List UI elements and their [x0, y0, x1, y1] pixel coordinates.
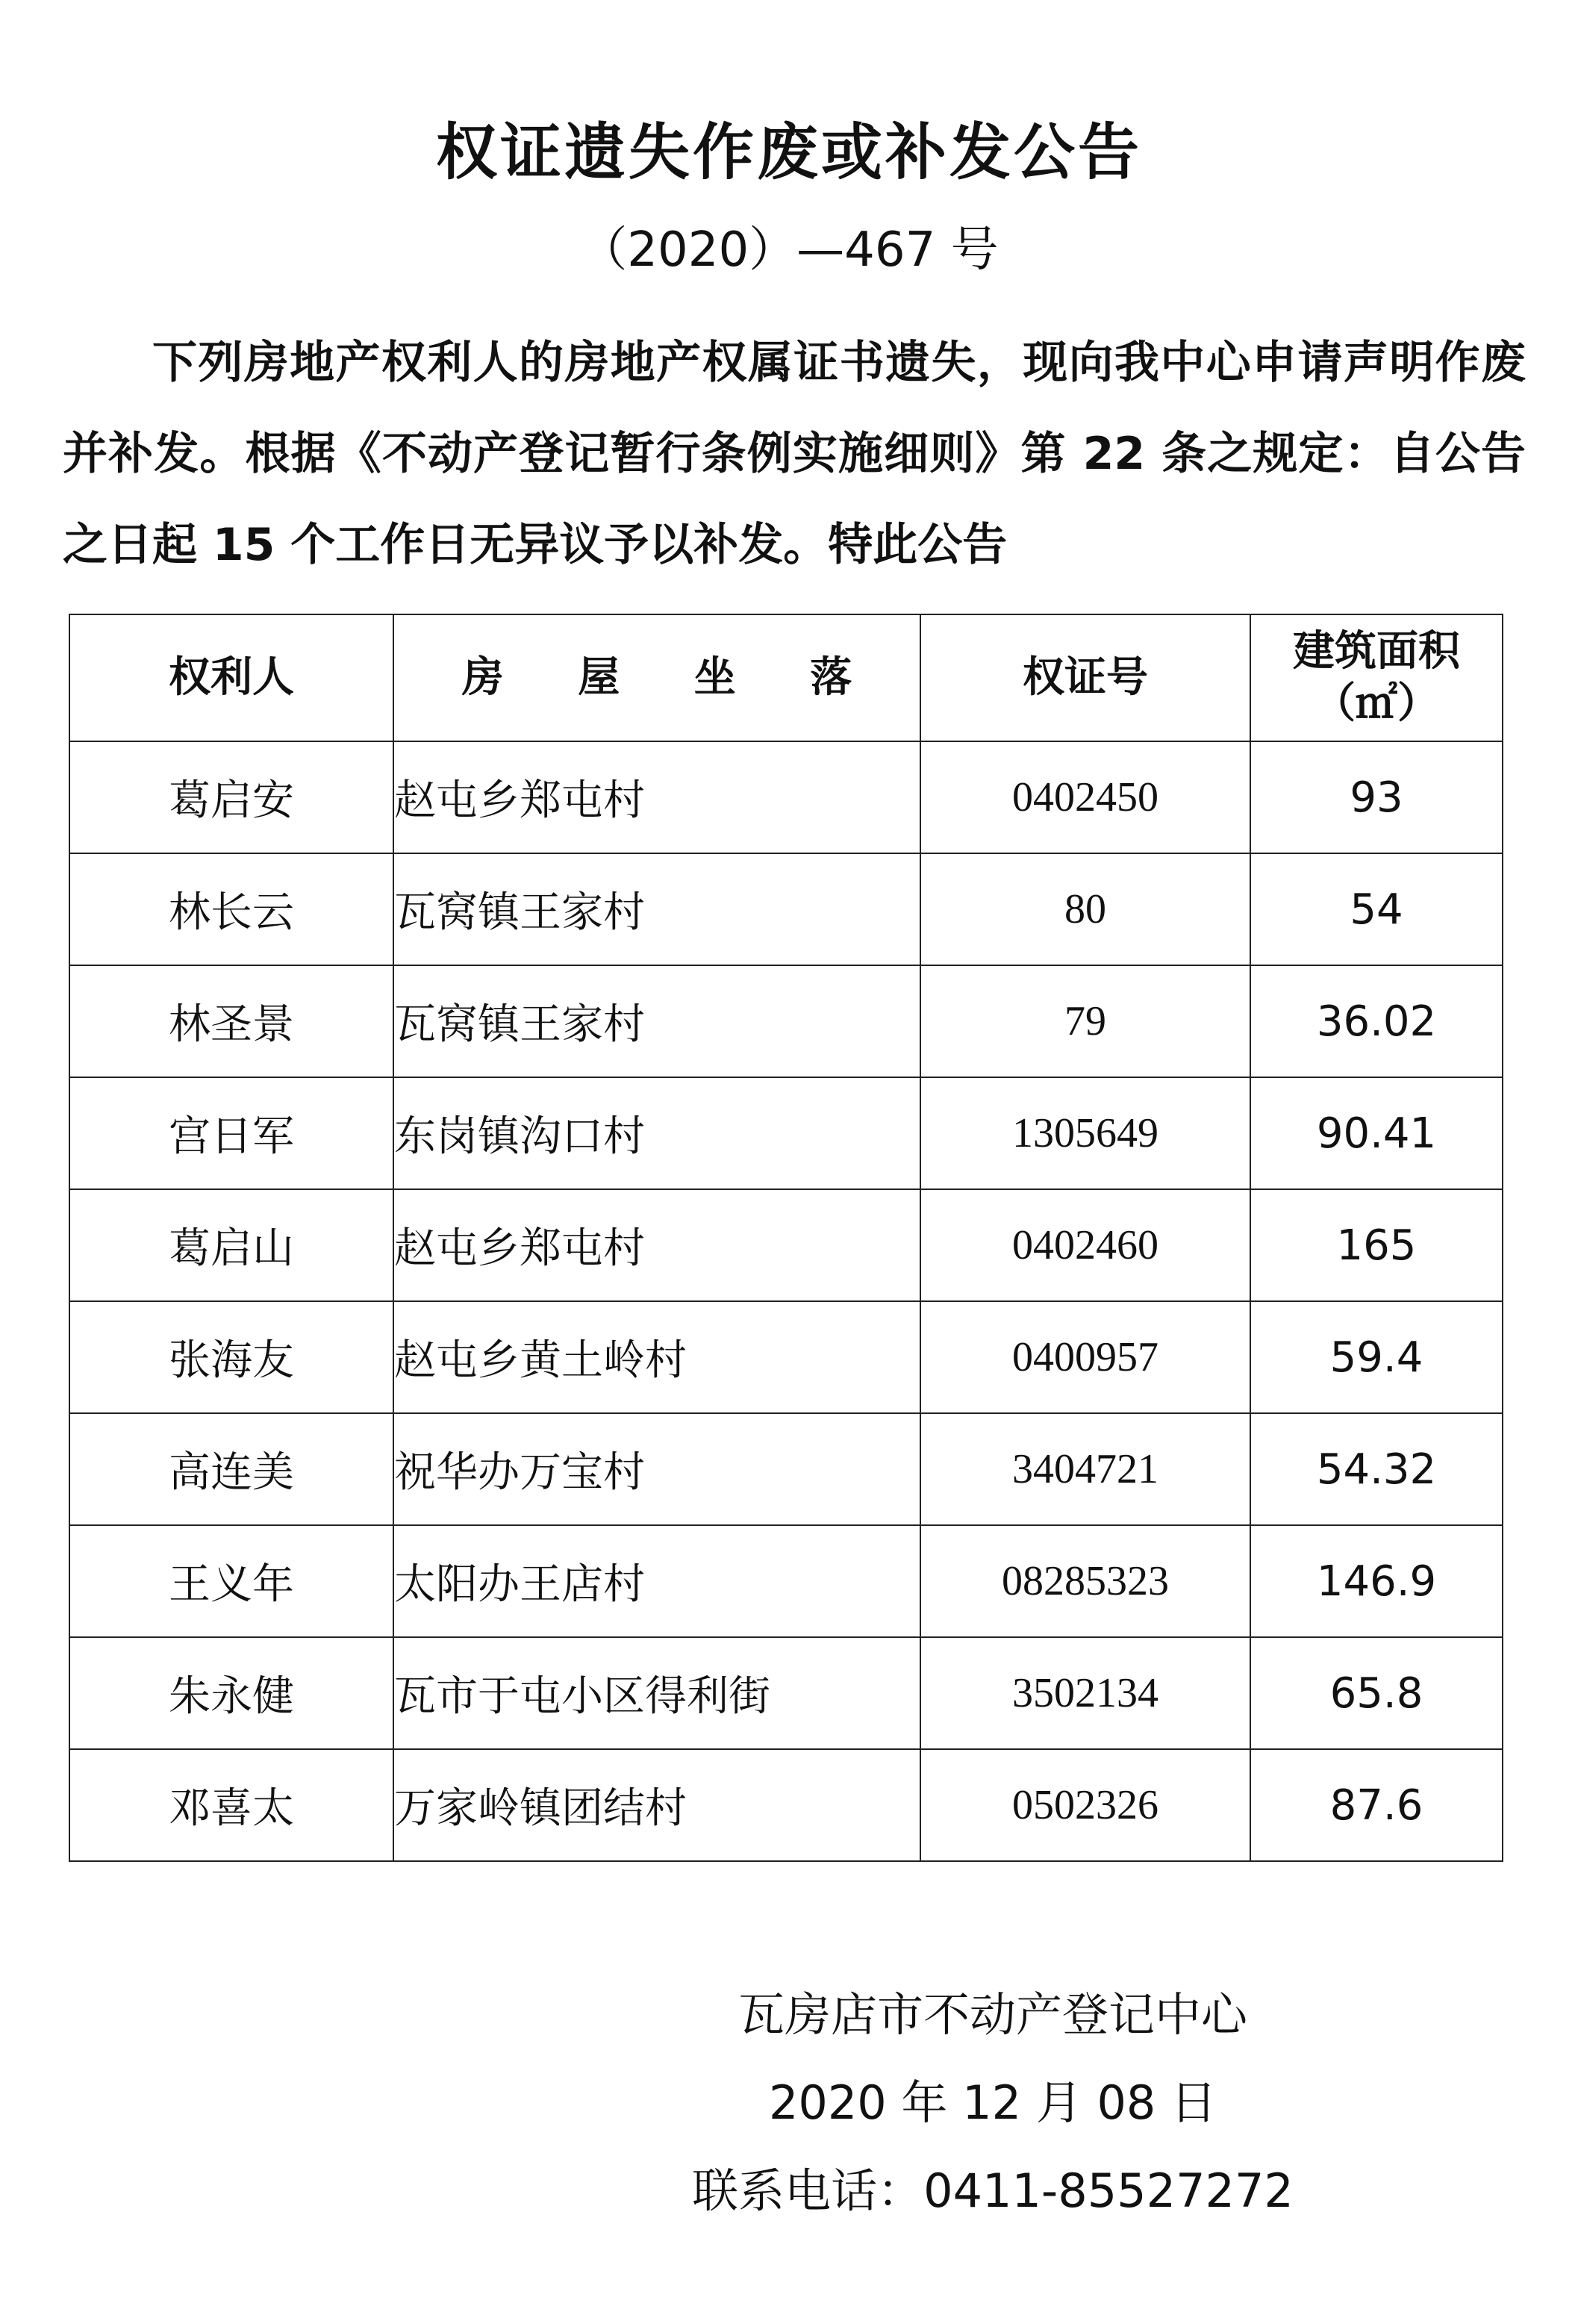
- owner-cell: 朱永健: [69, 1637, 393, 1749]
- owner-cell: 葛启安: [69, 741, 393, 853]
- location-cell: 赵屯乡郑屯村: [393, 741, 920, 853]
- cert-number-cell: 79: [920, 965, 1250, 1077]
- table-body: [69, 741, 1503, 1861]
- table-row: [69, 853, 1503, 965]
- location-cell: 祝华办万宝村: [393, 1413, 920, 1525]
- cert-number-cell: 0502326: [920, 1749, 1250, 1861]
- area-cell: 93: [1250, 741, 1503, 853]
- owner-cell: 林长云: [69, 853, 393, 965]
- cert-number-cell: 0402450: [920, 741, 1250, 853]
- location-cell: 太阳办王店村: [393, 1525, 920, 1637]
- area-cell: 65.8: [1250, 1637, 1503, 1749]
- table-row: [69, 1189, 1503, 1301]
- header-location: [393, 614, 920, 741]
- location-cell: 瓦窝镇王家村: [393, 853, 920, 965]
- area-cell: 54: [1250, 853, 1503, 965]
- location-cell: 万家岭镇团结村: [393, 1749, 920, 1861]
- location-cell: 赵屯乡郑屯村: [393, 1189, 920, 1301]
- area-cell: 165: [1250, 1189, 1503, 1301]
- intro-paragraph: 下列房地产权利人的房地产权属证书遗失，现向我中心申请声明作废并补发。根据《不动产登记暂行条例实施细则》第 22 条之规定：自公告之日起 15 个工作日无异议予以补发。特此公告: [63, 337, 1526, 571]
- location-cell: 瓦窝镇王家村: [393, 965, 920, 1077]
- issuer-name: 瓦房店市不动产登记中心: [737, 1987, 1247, 2042]
- cert-number-cell: 0402460: [920, 1189, 1250, 1301]
- notice-footer: [582, 1971, 1403, 2235]
- cert-number-cell: 0400957: [920, 1301, 1250, 1413]
- table-row: [69, 1749, 1503, 1861]
- area-cell: 146.9: [1250, 1525, 1503, 1637]
- cert-number-cell: 3502134: [920, 1637, 1250, 1749]
- cert-number-cell: 1305649: [920, 1077, 1250, 1189]
- issue-date: 2020 年 12 月 08 日: [768, 2075, 1217, 2130]
- contact-phone: 联系电话：0411-85527272: [692, 2163, 1294, 2218]
- area-cell: 59.4: [1250, 1301, 1503, 1413]
- table-row: [69, 741, 1503, 853]
- table-row: [69, 1413, 1503, 1525]
- table-row: [69, 965, 1503, 1077]
- table-header-row: [69, 614, 1503, 741]
- table-row: [69, 1525, 1503, 1637]
- header-area: [1250, 614, 1503, 741]
- header-area-line1: 建筑面积: [1293, 627, 1460, 676]
- header-location-label: 房 屋 坐 落: [461, 653, 882, 702]
- owner-cell: 林圣景: [69, 965, 393, 1077]
- location-cell: 赵屯乡黄土岭村: [393, 1301, 920, 1413]
- area-cell: 54.32: [1250, 1413, 1503, 1525]
- lost-certificates-table: [69, 614, 1503, 1862]
- cert-number-cell: 80: [920, 853, 1250, 965]
- area-cell: 87.6: [1250, 1749, 1503, 1861]
- owner-cell: 张海友: [69, 1301, 393, 1413]
- notice-title: 权证遗失作废或补发公告: [435, 117, 1142, 188]
- owner-cell: 高连美: [69, 1413, 393, 1525]
- location-cell: 瓦市于屯小区得利街: [393, 1637, 920, 1749]
- owner-cell: 王义年: [69, 1525, 393, 1637]
- cert-number-cell: 3404721: [920, 1413, 1250, 1525]
- table-row: [69, 1077, 1503, 1189]
- area-cell: 36.02: [1250, 965, 1503, 1077]
- header-area-line2: （㎡）: [1314, 679, 1439, 728]
- owner-cell: 宫日军: [69, 1077, 393, 1189]
- table-row: [69, 1637, 1503, 1749]
- owner-cell: 葛启山: [69, 1189, 393, 1301]
- area-cell: 90.41: [1250, 1077, 1503, 1189]
- owner-cell: 邓喜太: [69, 1749, 393, 1861]
- table-row: [69, 1301, 1503, 1413]
- cert-number-cell: 08285323: [920, 1525, 1250, 1637]
- document-number: （2020）—467 号: [579, 222, 999, 278]
- location-cell: 东岗镇沟口村: [393, 1077, 920, 1189]
- header-cert-number: 权证号: [920, 614, 1250, 741]
- header-owner: 权利人: [69, 614, 393, 741]
